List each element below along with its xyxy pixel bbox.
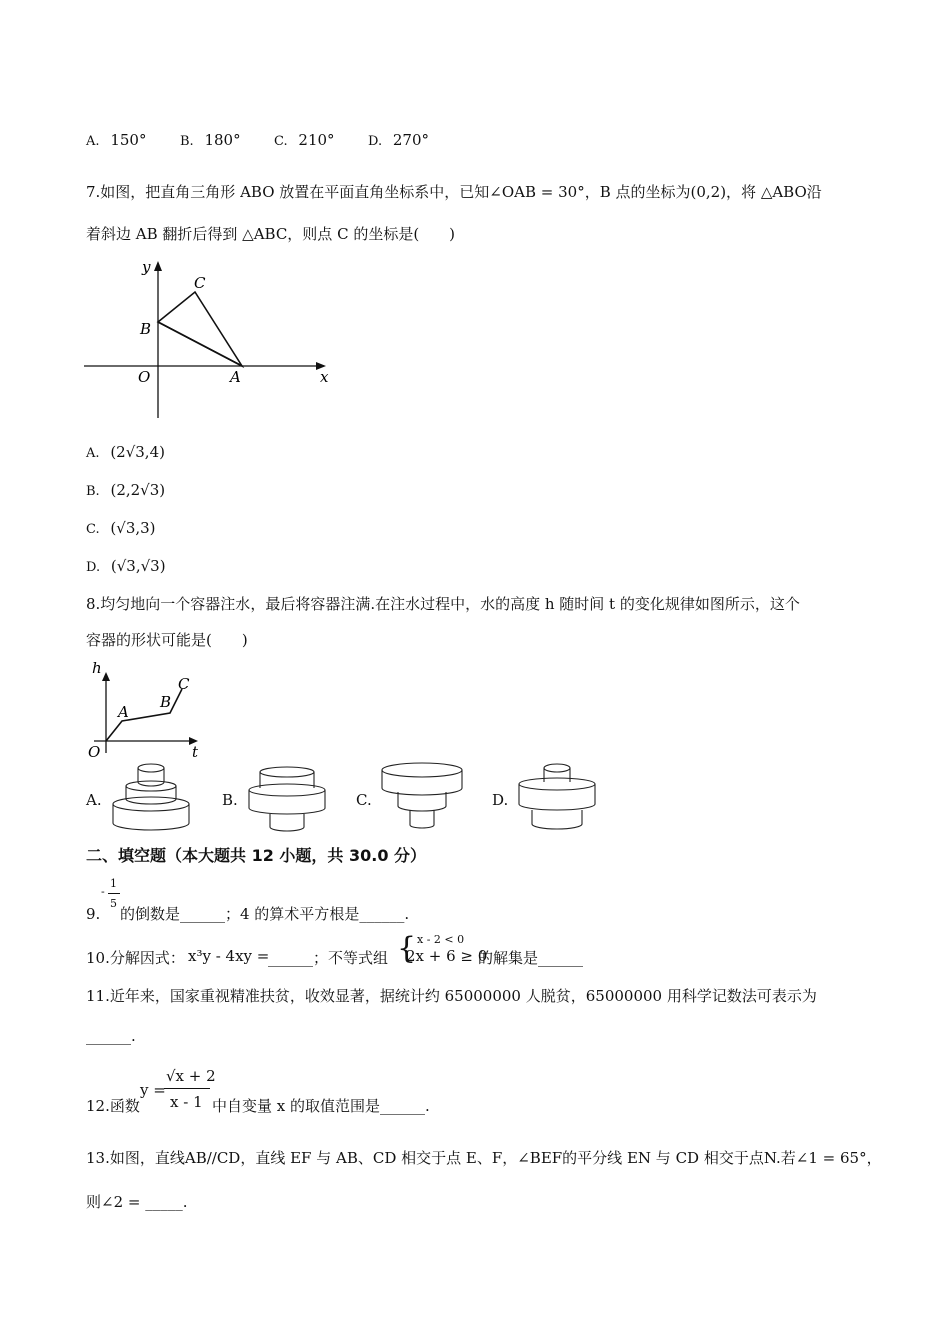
q8-option-c-container[interactable] xyxy=(380,762,464,834)
q8-label-a: A xyxy=(118,703,129,721)
q7-option-b-value: (2,2√3) xyxy=(110,481,166,499)
q6-option-d-value: 270° xyxy=(392,131,430,149)
q13-line2: 则∠2 = _____. xyxy=(86,1193,188,1211)
q13-line1: 13.如图，直线AB//CD，直线 EF 与 AB、CD 相交于点 E、F，∠BEF的平分线 EN 与 CD 相交于点N.若∠1 = 65°， xyxy=(86,1149,882,1167)
q6-option-c-letter: C. xyxy=(274,134,288,149)
q7-option-b-letter: B. xyxy=(86,484,100,499)
q10-prefix: 10.分解因式： xyxy=(86,949,185,967)
q8-label-c: C xyxy=(178,675,190,693)
q8-label-t: t xyxy=(192,743,199,761)
q7-label-c: C xyxy=(194,274,206,292)
q10-brace: { xyxy=(397,931,417,966)
q12-fraction-bar xyxy=(164,1088,210,1089)
q11-line2: ______. xyxy=(86,1027,136,1045)
q6-option-a[interactable] xyxy=(86,130,146,152)
q7-label-a: A xyxy=(230,368,241,386)
q8-stem-line2: 容器的形状可能是( ) xyxy=(86,631,248,649)
q8-option-a-container[interactable] xyxy=(110,762,192,832)
section2-title: 二、填空题（本大题共 12 小题，共 30.0 分） xyxy=(86,846,427,865)
q10-expr: x³y - 4xy = xyxy=(188,947,270,965)
q9-text: 的倒数是______；4 的算术平方根是______. xyxy=(120,905,410,923)
q12-denominator: x - 1 xyxy=(170,1093,203,1111)
q7-label-b: B xyxy=(140,320,152,338)
q7-option-b[interactable] xyxy=(86,480,165,502)
q7-option-c[interactable] xyxy=(86,518,156,540)
q12-suffix: 中自变量 x 的取值范围是______. xyxy=(212,1097,430,1115)
q10-suffix: 的解集是______ xyxy=(478,949,584,967)
q8-graph xyxy=(84,655,214,760)
q7-label-o: O xyxy=(138,368,151,386)
q7-figure xyxy=(84,258,334,423)
q8-option-c-label[interactable]: C. xyxy=(356,791,372,809)
q8-option-b-container[interactable] xyxy=(246,764,328,834)
q12-y-eq: y = xyxy=(140,1081,166,1099)
q7-option-d-letter: D. xyxy=(86,560,101,575)
q10-ineq2: 2x + 6 ≥ 0 xyxy=(406,947,488,965)
q8-label-h: h xyxy=(92,659,102,677)
q9-fraction-num: 1 xyxy=(110,877,117,890)
q9-fraction-den: 5 xyxy=(110,897,117,910)
q8-label-b: B xyxy=(160,693,172,711)
q7-option-c-letter: C. xyxy=(86,522,100,537)
q7-segment-ba xyxy=(158,322,242,366)
q12-prefix: 12.函数 xyxy=(86,1097,140,1115)
q7-option-d[interactable] xyxy=(86,556,166,578)
q7-label-x: x xyxy=(320,368,329,386)
q6-option-c-value: 210° xyxy=(298,131,335,149)
q12-numerator: √x + 2 xyxy=(166,1067,216,1085)
q8-h-arrow xyxy=(102,672,110,681)
q7-option-a-letter: A. xyxy=(86,446,100,461)
q6-option-c[interactable] xyxy=(274,130,335,152)
q7-stem-line1: 7.如图，把直角三角形 ABO 放置在平面直角坐标系中，已知∠OAB = 30°，B 点的坐标为(0,2)，将 △ABO沿 xyxy=(86,183,822,201)
q8-label-o: O xyxy=(88,743,101,761)
q6-option-a-value: 150° xyxy=(110,131,147,149)
q8-option-a-label[interactable]: A. xyxy=(86,791,102,809)
q7-option-c-value: (√3,3) xyxy=(110,519,156,537)
q9-minus: - xyxy=(101,885,105,898)
q8-option-d-label[interactable]: D. xyxy=(492,791,509,809)
q6-option-b[interactable] xyxy=(180,130,241,152)
q6-option-d[interactable] xyxy=(368,130,429,152)
q9-line xyxy=(86,904,100,924)
q8-option-d-container[interactable] xyxy=(516,762,598,834)
q9-prefix: 9. xyxy=(86,905,101,923)
q7-option-d-value: (√3,√3) xyxy=(110,557,166,575)
q7-stem-line2: 着斜边 AB 翻折后得到 △ABC，则点 C 的坐标是( ) xyxy=(86,225,456,243)
q8-stem-line1: 8.均匀地向一个容器注水，最后将容器注满.在注水过程中，水的高度 h 随时间 t 的变化规律如图所示，这个 xyxy=(86,595,800,613)
q8-option-b-label[interactable]: B. xyxy=(222,791,238,809)
q11-line1: 11.近年来，国家重视精准扶贫，收效显著，据统计约 65000000 人脱贫，65000000 用科学记数法可表示为 xyxy=(86,987,817,1005)
q7-label-y: y xyxy=(142,258,151,276)
q7-option-a[interactable] xyxy=(86,442,165,464)
q7-y-arrow xyxy=(154,261,162,271)
q6-option-d-letter: D. xyxy=(368,134,383,149)
q10-ineq1: x - 2 < 0 xyxy=(417,933,465,946)
q10-mid: ______；不等式组 xyxy=(268,949,389,967)
q7-option-a-value: (2√3,4) xyxy=(110,443,165,461)
q6-option-b-letter: B. xyxy=(180,134,194,149)
q6-option-b-value: 180° xyxy=(204,131,241,149)
q6-option-a-letter: A. xyxy=(86,134,100,149)
